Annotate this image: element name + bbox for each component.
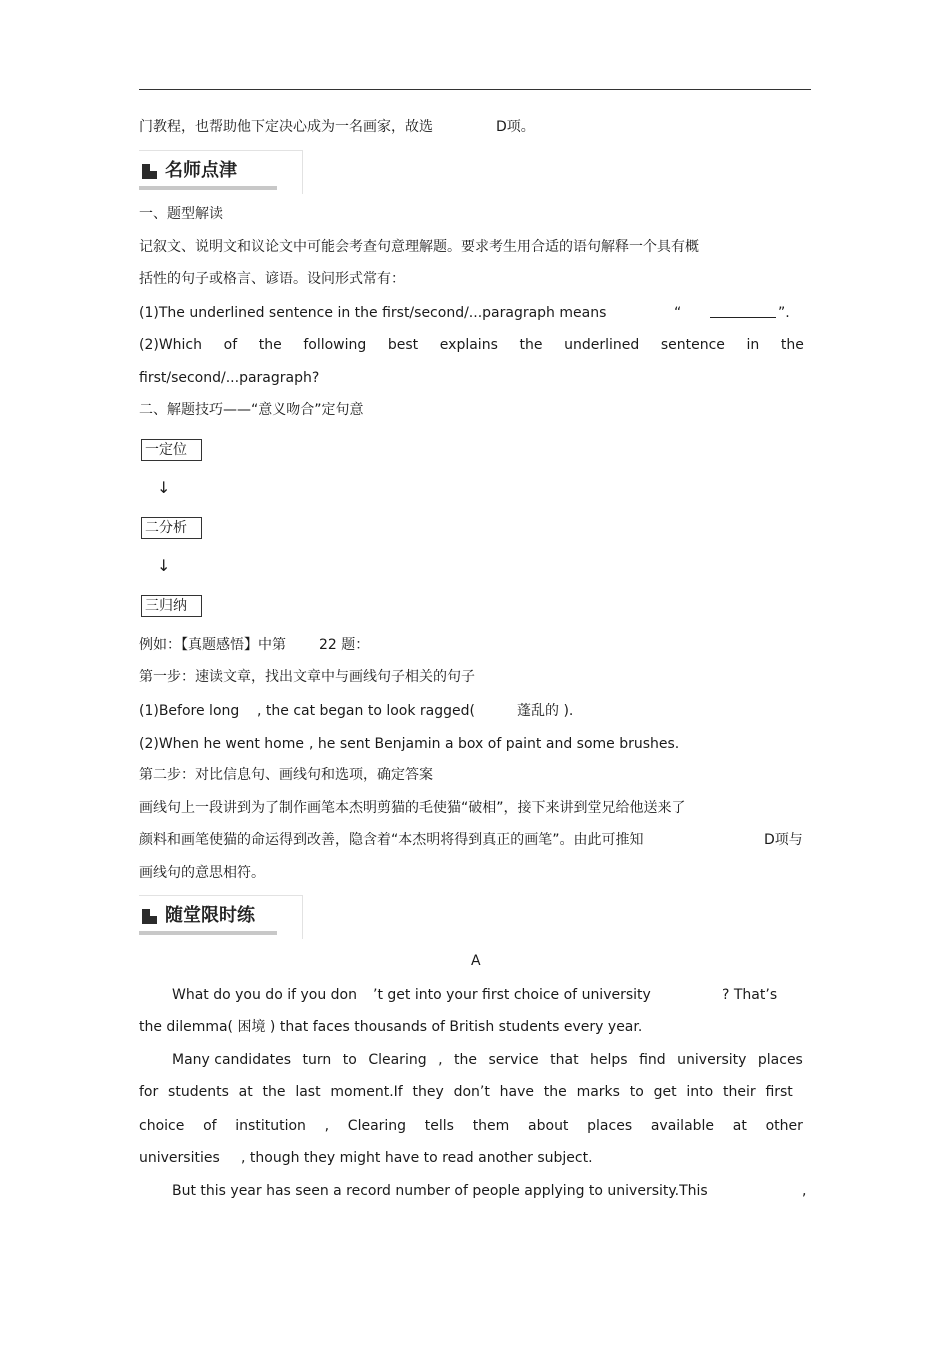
banner-square-icon xyxy=(142,909,157,924)
text-line: 门教程，也帮助他下定决心成为一名画家，故选 xyxy=(139,119,433,135)
question-form-2 xyxy=(139,335,804,355)
word: them xyxy=(472,1118,510,1134)
heading-question-type: 一、题型解读 xyxy=(139,206,223,222)
reading-line-cont: ? That’s xyxy=(722,987,778,1003)
banner-title: 名师点津 xyxy=(165,160,237,181)
word: Many candidates xyxy=(172,1052,292,1068)
word: the xyxy=(262,1084,286,1100)
heading-technique: 二、解题技巧——“意义吻合”定句意 xyxy=(139,402,364,418)
header-rule xyxy=(139,89,811,90)
word: last xyxy=(295,1084,321,1100)
word: , xyxy=(438,1052,443,1068)
word: moment.If xyxy=(330,1084,403,1100)
evidence-1-cont: , the cat began to look ragged( xyxy=(257,703,475,719)
paragraph-line: 括性的句子或格言、谚语。设问形式常有： xyxy=(139,271,405,287)
section-banner-tips xyxy=(139,150,303,194)
reading-line xyxy=(139,1082,793,1102)
word: at xyxy=(238,1084,253,1100)
analysis-line: 颜料和画笔使猫的命运得到改善，隐含着“本杰明将得到真正的画笔”。由此可推知 xyxy=(139,832,644,848)
analysis-line: 画线句的意思相符。 xyxy=(139,865,265,881)
step-one: 第一步：速读文章，找出文章中与画线句子相关的句子 xyxy=(139,669,475,685)
word: about xyxy=(528,1118,569,1134)
step-box-analyze: 二分析 xyxy=(141,517,202,539)
word: first xyxy=(765,1084,793,1100)
word: find xyxy=(639,1052,666,1068)
word: best xyxy=(387,337,419,353)
word: of xyxy=(203,1118,217,1134)
close-quote: ”. xyxy=(778,305,790,321)
reading-line-cont: , though they might have to read another subject. xyxy=(241,1150,593,1166)
word: the xyxy=(780,337,804,353)
word: the xyxy=(454,1052,477,1068)
word: available xyxy=(650,1118,715,1134)
word: service xyxy=(488,1052,539,1068)
word: the xyxy=(519,337,543,353)
reading-line xyxy=(139,1116,803,1136)
word: following xyxy=(303,337,367,353)
evidence-1: (1)Before long xyxy=(139,703,240,719)
question-form-1: (1)The underlined sentence in the first/second/...paragraph means xyxy=(139,305,607,321)
word: underlined xyxy=(564,337,640,353)
word: other xyxy=(765,1118,803,1134)
word: university xyxy=(677,1052,747,1068)
step-box-locate: 一定位 xyxy=(141,439,202,461)
banner-underline xyxy=(139,931,277,935)
banner-square-icon xyxy=(142,164,157,179)
reading-line-cont: , xyxy=(802,1183,807,1199)
word: that xyxy=(550,1052,579,1068)
word: their xyxy=(723,1084,756,1100)
analysis-line: 画线句上一段讲到为了制作画笔本杰明剪猫的毛使猫“破相”，接下来讲到堂兄给他送来了 xyxy=(139,800,686,816)
word: have xyxy=(499,1084,534,1100)
word: to xyxy=(342,1052,357,1068)
word: of xyxy=(223,337,238,353)
analysis-answer: D项与 xyxy=(764,832,803,848)
word: tells xyxy=(424,1118,454,1134)
down-arrow-icon: ↓ xyxy=(157,556,171,575)
paragraph-line: 记叙文、说明文和议论文中可能会考查句意理解题。要求考生用合适的语句解释一个具有概 xyxy=(139,239,699,255)
step-box-conclude: 三归纳 xyxy=(141,595,202,617)
word: (2)Which xyxy=(139,337,203,353)
word: get xyxy=(653,1084,677,1100)
step-two: 第二步：对比信息句、画线句和选项，确定答案 xyxy=(139,767,433,783)
evidence-2: (2)When he went home xyxy=(139,736,304,752)
answer-label: D项。 xyxy=(496,119,535,135)
word: places xyxy=(757,1052,803,1068)
reading-line: But this year has seen a record number of people applying to university.This xyxy=(172,1183,708,1199)
word: into xyxy=(686,1084,714,1100)
word: the xyxy=(258,337,282,353)
word: students xyxy=(168,1084,229,1100)
word: , xyxy=(324,1118,330,1134)
word: don’t xyxy=(453,1084,490,1100)
example-number: 22 题： xyxy=(319,637,370,653)
down-arrow-icon: ↓ xyxy=(157,478,171,497)
answer-blank xyxy=(710,303,776,324)
reading-line-cont: ’t get into your first choice of university xyxy=(373,987,651,1003)
section-banner-practice xyxy=(139,895,303,939)
word: to xyxy=(629,1084,644,1100)
word: Clearing xyxy=(347,1118,407,1134)
word: sentence xyxy=(660,337,725,353)
banner-title: 随堂限时练 xyxy=(165,905,255,926)
word: choice xyxy=(139,1118,185,1134)
word: Clearing xyxy=(368,1052,427,1068)
word: helps xyxy=(590,1052,628,1068)
evidence-1-gloss: 蓬乱的 ). xyxy=(517,703,574,719)
evidence-2-cont: , he sent Benjamin a box of paint and some brushes. xyxy=(309,736,680,752)
reading-line: the dilemma( 困境 ) that faces thousands of British students every year. xyxy=(139,1019,643,1035)
word: they xyxy=(412,1084,444,1100)
open-quote: “ xyxy=(674,305,682,321)
word: in xyxy=(746,337,760,353)
passage-label: A xyxy=(471,953,481,969)
word: the xyxy=(543,1084,567,1100)
word: turn xyxy=(302,1052,332,1068)
reading-line: universities xyxy=(139,1150,220,1166)
example-intro: 例如：【真题感悟】中第 xyxy=(139,637,286,653)
banner-underline xyxy=(139,186,277,190)
word: at xyxy=(732,1118,747,1134)
reading-line: What do you do if you don xyxy=(172,987,357,1003)
word: explains xyxy=(439,337,498,353)
reading-line xyxy=(172,1050,803,1070)
word: marks xyxy=(576,1084,620,1100)
word: places xyxy=(587,1118,633,1134)
word: institution xyxy=(235,1118,306,1134)
word: for xyxy=(139,1084,159,1100)
question-form-2-cont: first/second/...paragraph? xyxy=(139,370,320,386)
